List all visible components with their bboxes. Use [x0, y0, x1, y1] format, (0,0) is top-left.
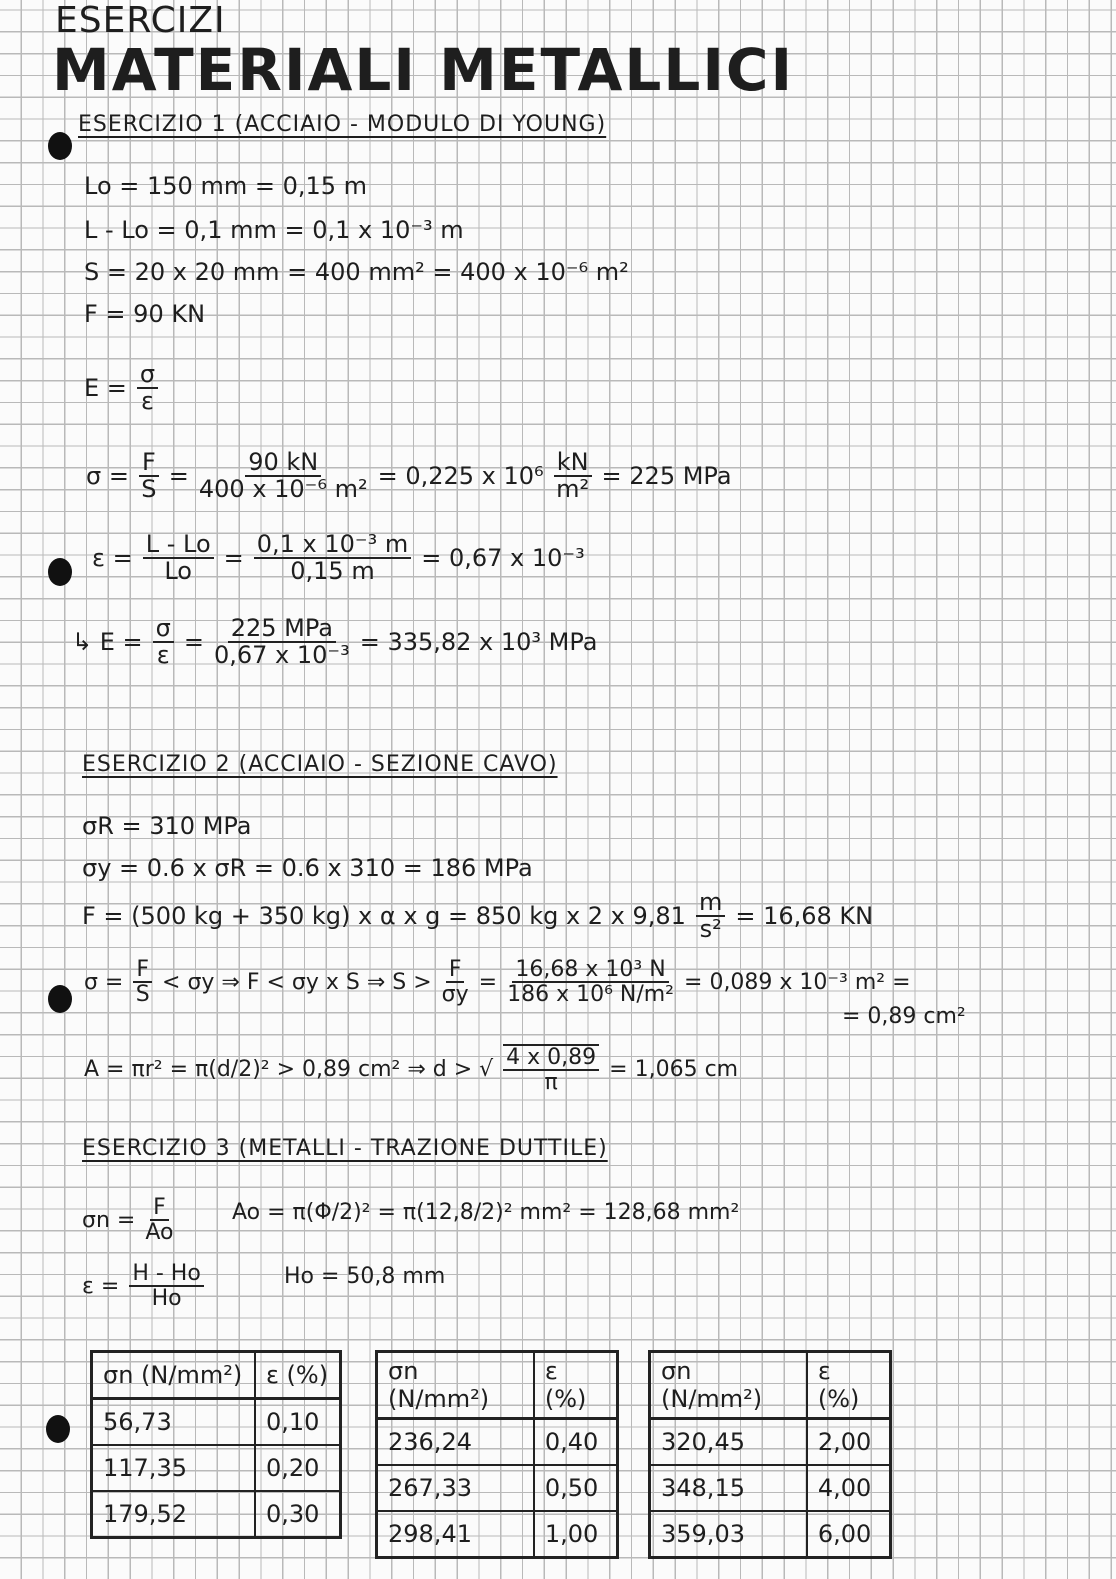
cell: 359,03 [650, 1511, 807, 1558]
cell: 117,35 [92, 1445, 255, 1491]
cell: 56,73 [92, 1399, 255, 1446]
table-row [92, 1399, 341, 1446]
lhs: σn = [82, 1207, 136, 1233]
result: = 0,67 x 10⁻³ [421, 544, 585, 573]
denominator: ε [141, 387, 154, 416]
table-row [377, 1511, 618, 1558]
denominator: ε [156, 641, 170, 670]
ex1-sigma: σ = $\frac{F}{S}$ = $\frac{90 kN}{\text{400 x 10⁻⁶ m²}}$ = 0,225 x 10⁶ $\frac{kN}{\text{m²}}$ = 225 MPa [86, 448, 732, 504]
fraction [199, 450, 368, 502]
fraction [133, 958, 152, 1006]
ex3-ho: Ho = 50,8 mm [284, 1264, 446, 1289]
cell: 6,00 [807, 1511, 891, 1558]
numerator: 4 x 0,89 [503, 1046, 599, 1071]
fraction [554, 450, 592, 502]
ex1-line: L - Lo = 0,1 mm = 0,1 x 10⁻³ m [84, 216, 464, 244]
denominator: s² [699, 915, 722, 944]
cell: 0,30 [255, 1491, 341, 1538]
table-row [377, 1465, 618, 1511]
denominator: π [544, 1070, 558, 1096]
cell: 267,33 [377, 1465, 534, 1511]
denominator: Ao [145, 1220, 174, 1246]
cell: 179,52 [92, 1491, 255, 1538]
table-row [92, 1491, 341, 1538]
result: = 0,089 x 10⁻³ m² = [684, 969, 911, 995]
page-title: MATERIALI METALLICI [52, 36, 795, 104]
fraction [503, 1044, 599, 1094]
table-row [650, 1419, 891, 1466]
numerator: 16,68 x 10³ N [512, 958, 668, 983]
cell: 4,00 [807, 1465, 891, 1511]
ex2-section-cm: = 0,89 cm² [842, 1004, 966, 1029]
fraction [129, 1262, 203, 1310]
ex1-line: Lo = 150 mm = 0,15 m [84, 172, 368, 200]
col-epsilon: ε (%) [807, 1352, 891, 1419]
punch-hole [48, 132, 72, 160]
data-table-1 [90, 1350, 342, 1539]
lhs: ↳ E = [72, 628, 143, 657]
numerator: kN [554, 450, 592, 477]
numerator: σ [153, 616, 174, 643]
punch-hole [48, 558, 72, 586]
punch-hole [48, 985, 72, 1013]
table-row [650, 1511, 891, 1558]
fraction [139, 450, 159, 502]
numerator: F [150, 1196, 169, 1221]
col-sigma: σn (N/mm²) [377, 1352, 534, 1419]
result: = 225 MPa [601, 462, 732, 491]
cell: 236,24 [377, 1419, 534, 1466]
cell: 2,00 [807, 1419, 891, 1466]
fraction [696, 890, 725, 942]
table-row [377, 1419, 618, 1466]
table-row [92, 1445, 341, 1491]
punch-hole [46, 1415, 70, 1443]
lhs: E = [84, 374, 127, 403]
cell: 1,00 [534, 1511, 618, 1558]
denominator: S [135, 982, 150, 1008]
ex2-diameter [84, 1044, 738, 1094]
exercise-2-title: ESERCIZIO 2 (ACCIAIO - SEZIONE CAVO) [82, 752, 558, 777]
ex2-line: σy = 0.6 x σR = 0.6 x 310 = 186 MPa [82, 854, 533, 882]
denominator: Lo [164, 557, 192, 586]
result: = 335,82 x 10³ MPa [359, 628, 598, 657]
denominator: m² [556, 475, 590, 504]
fraction [145, 1196, 173, 1244]
numerator: m [696, 890, 725, 917]
denominator: 0,67 x 10⁻³ [213, 641, 350, 670]
cell: 320,45 [650, 1419, 807, 1466]
numerator: F [133, 958, 152, 983]
ex3-area: Ao = π(Φ/2)² = π(12,8/2)² mm² = 128,68 mm² [232, 1200, 740, 1225]
header-small: ESERCIZI [55, 0, 226, 41]
lhs: ε = [82, 1273, 120, 1299]
lhs: σ = [86, 462, 129, 491]
text: A = πr² = π(d/2)² > 0,89 cm² ⇒ d > √ [84, 1056, 494, 1082]
fraction [137, 362, 158, 414]
numerator: L - Lo [143, 532, 214, 559]
cell: 0,20 [255, 1445, 341, 1491]
ex3-epsilon [82, 1262, 208, 1310]
fraction [153, 616, 174, 668]
cell: 0,50 [534, 1465, 618, 1511]
denominator: σy [441, 982, 469, 1008]
ex3-sigma-n [82, 1196, 177, 1244]
col-epsilon: ε (%) [534, 1352, 618, 1419]
col-sigma: σn (N/mm²) [650, 1352, 807, 1419]
numerator: F [139, 450, 159, 477]
cell: 0,10 [255, 1399, 341, 1446]
lhs: ε = [92, 544, 133, 573]
exercise-3-title: ESERCIZIO 3 (METALLI - TRAZIONE DUTTILE) [82, 1136, 608, 1161]
table-row [650, 1465, 891, 1511]
data-table-2 [375, 1350, 619, 1559]
exercise-1-title: ESERCIZIO 1 (ACCIAIO - MODULO DI YOUNG) [78, 112, 607, 137]
lhs: σ = [84, 969, 124, 995]
fraction [442, 958, 469, 1006]
fraction [507, 958, 674, 1006]
numerator: H - Ho [129, 1262, 203, 1287]
result: = 16,68 KN [735, 902, 874, 931]
ex2-section: σ = $\frac{F}{S}$ < σy ⇒ F < σy x S ⇒ S > $\frac{F}{\sigma y}$ = $\frac{\text{16,68 x 10³ N}}{\text{186 x 10⁶ N/m²}}$ = 0,089 x 10⁻³ m² = [84, 957, 911, 1008]
col-epsilon: ε (%) [255, 1352, 341, 1399]
mid: = 0,225 x 10⁶ [377, 462, 544, 491]
ex1-young-modulus: ↳ E = $\frac{\sigma}{\varepsilon}$ = $\frac{\text{225 MPa}}{\text{0,67 x 10⁻³}}$ = 335,82 x 10³ MPa [72, 614, 598, 670]
numerator: F [446, 958, 465, 983]
denominator: 0,15 m [290, 557, 375, 586]
ex1-line: F = 90 KN [84, 300, 206, 328]
denominator: S [141, 475, 157, 504]
fraction [214, 616, 350, 668]
cell: 298,41 [377, 1511, 534, 1558]
cell: 0,40 [534, 1419, 618, 1466]
text: < σy ⇒ F < σy x S ⇒ S > [162, 969, 432, 995]
data-table-3 [648, 1350, 892, 1559]
numerator: 225 MPa [228, 616, 336, 643]
ex1-e-def [84, 362, 162, 414]
fraction [143, 532, 214, 584]
denominator: Ho [151, 1286, 182, 1312]
denominator: 400 x 10⁻⁶ m² [198, 475, 368, 504]
col-sigma: σn (N/mm²) [92, 1352, 255, 1399]
denominator: 186 x 10⁶ N/m² [507, 982, 675, 1008]
cell: 348,15 [650, 1465, 807, 1511]
ex2-line: σR = 310 MPa [82, 812, 252, 840]
numerator: σ [137, 362, 158, 389]
text: F = (500 kg + 350 kg) x α x g = 850 kg x 2 x 9,81 [82, 902, 686, 931]
numerator: 90 kN [245, 450, 321, 477]
result: = 1,065 cm [609, 1056, 739, 1082]
ex1-line: S = 20 x 20 mm = 400 mm² = 400 x 10⁻⁶ m² [84, 258, 629, 286]
fraction [254, 532, 411, 584]
ex2-force [82, 890, 873, 942]
ex1-epsilon: ε = $\frac{L - Lo}{Lo}$ = $\frac{\text{0,1 x 10⁻³ m}}{0,15 m}$ = 0,67 x 10⁻³ [92, 530, 585, 586]
numerator: 0,1 x 10⁻³ m [254, 532, 411, 559]
